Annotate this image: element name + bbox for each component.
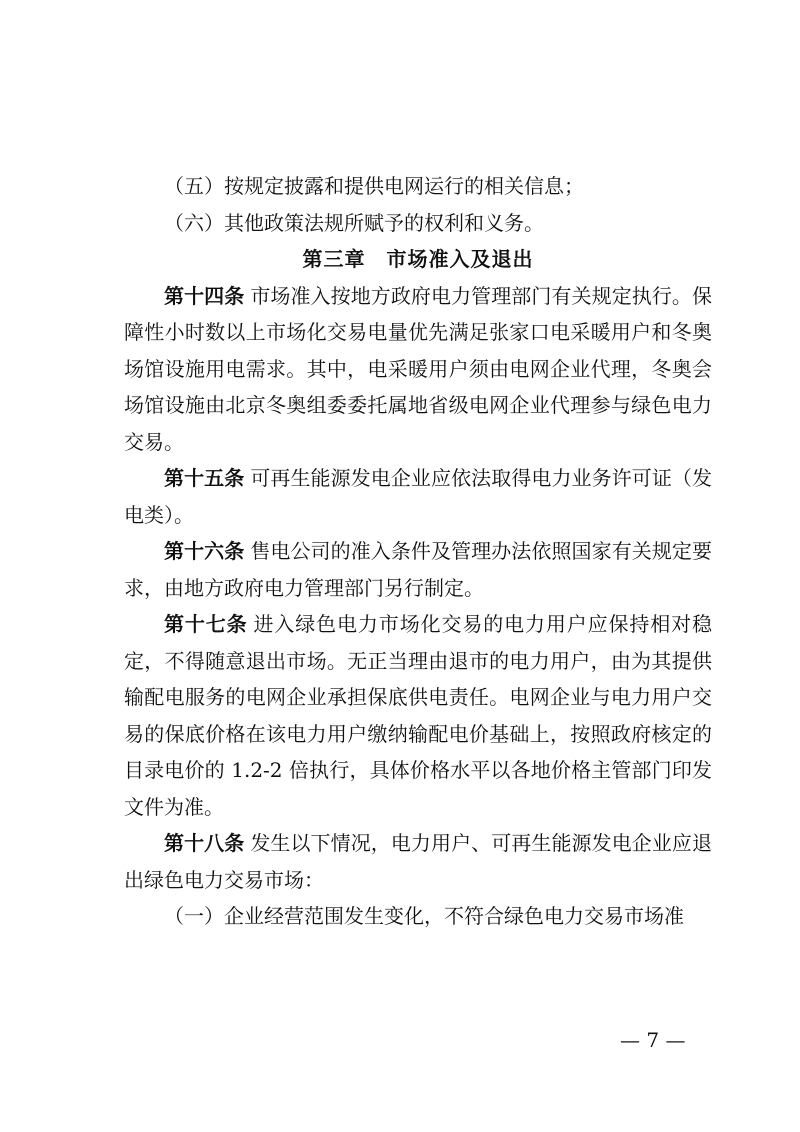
article-paragraph [124, 825, 712, 898]
article-number: 第十四条 [164, 283, 245, 308]
paragraph-text: （六）其他政策法规所赋予的权利和义务。 [164, 210, 544, 235]
paragraph-text: 市场准入按地方政府电力管理部门有关规定执行。保障性小时数以上市场化交易电量优先满足张家口电采暖用户和冬奥场馆设施用电需求。其中，电采暖用户须由电网企业代理，冬奥会场馆设施由北京冬奥组委委托属地省级电网企业代理参与绿色电力交易。 [124, 283, 713, 454]
list-item [124, 898, 712, 935]
article-paragraph [124, 460, 712, 533]
list-item [124, 168, 712, 205]
document-body [124, 168, 712, 935]
article-paragraph [124, 606, 712, 825]
list-item [124, 205, 712, 242]
article-paragraph [124, 533, 712, 606]
article-number: 第十六条 [164, 539, 245, 563]
article-number: 第十七条 [164, 612, 248, 636]
article-number: 第十八条 [164, 831, 245, 855]
paragraph-text: 售电公司的准入条件及管理办法依照国家有关规定要求，由地方政府电力管理部门另行制定。 [124, 539, 713, 600]
article-paragraph [124, 278, 712, 461]
paragraph-text: 可再生能源发电企业应依法取得电力业务许可证（发电类）。 [124, 466, 713, 527]
chapter-heading: 第三章 市场准入及退出 [302, 247, 534, 271]
paragraph-text: 发生以下情况，电力用户、可再生能源发电企业应退出绿色电力交易市场： [124, 831, 713, 892]
paragraph-text: （一）企业经营范围发生变化，不符合绿色电力交易市场准 [164, 904, 684, 928]
paragraph-text: 进入绿色电力市场化交易的电力用户应保持相对稳定，不得随意退出市场。无正当理由退市的电力用户，由为其提供输配电服务的电网企业承担保底供电责任。电网企业与电力用户交易的保底价格在该电力用户缴纳输配电价基础上，按照政府核定的目录电价的 1.2-2 倍执行，具体价格水平以各地价格主管部门印发文件为准。 [124, 612, 713, 819]
page-number: — 7 — [620, 1028, 686, 1052]
paragraph-text: （五）按规定披露和提供电网运行的相关信息； [164, 174, 584, 198]
article-number: 第十五条 [164, 466, 245, 490]
